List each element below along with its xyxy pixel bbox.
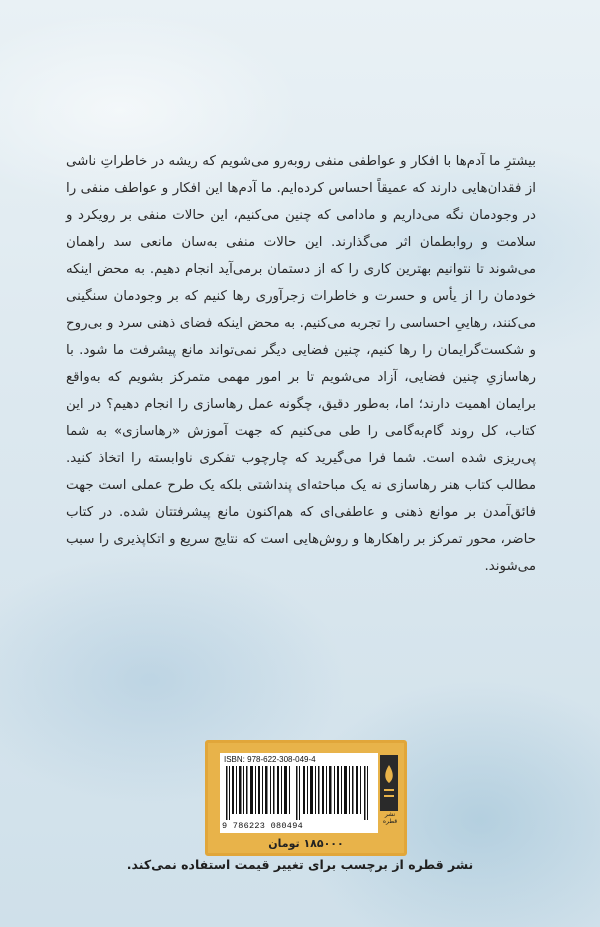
book-description: [66, 148, 536, 580]
barcode-digits: 9 786223 080494: [222, 821, 304, 831]
barcode-sticker: [205, 740, 407, 856]
barcode-icon: [224, 766, 374, 820]
barcode-label: [220, 753, 378, 833]
isbn-text: ISBN: 978-622-308-049-4: [224, 755, 316, 764]
publisher-logo-icon: [380, 755, 398, 811]
description-text: بیشترِ ما آدم‌ها با افکار و عواطفی منفی روبه‌رو می‌شویم که ریشه در خاطراتِ ناشی از فقدان‌هایی دارند که عمیقاً احساس کرده‌ایم. ما آدم‌ها این افکار و عواطف منفی را در وجودمان نگه می‌داریم و مادامی که چنین می‌کنیم، این حالات منفی بر رویکرد و سلامت و روابطمان اثر می‌گذارند. این حالات منفی به‌سان مانعی سد راهمان می‌شوند تا نتوانیم بهترین کاری را که از دستمان برمی‌آید انجام دهیم. به محض اینکه خودمان را از یأس و حسرت و خاطرات زجرآوری رها کنیم که بر وجودمان سنگینی می‌کنند، رهاییِ احساسی را تجربه می‌کنیم. به محض اینکه فضای ذهنی سرد و بی‌روح و شکست‌گرایمان را رها کنیم، چنین فضایی دیگر نمی‌تواند مانع پیشرفت ما شود. با رهاسازیِ چنین فضایی، آزاد می‌شویم تا بر امور مهمی متمرکز بشویم که به‌واقع برایمان اهمیت دارند؛ اما، به‌طور دقیق، چگونه عمل رهاسازی را انجام دهیم؟ در این کتاب، کل روند گام‌به‌گامی را طی می‌کنیم که جهت آموزش «رهاسازی» به شما پی‌ریزی شده است. شما فرا می‌گیرید که چارچوب تفکری ناوابسته را اتخاذ کنید. مطالب کتاب هنر رهاسازی نه یک مباحثه‌ای پنداشتی بلکه یک طرح عملی است جهت فائق‌آمدن بر موانع ذهنی و عاطفی‌ای که هم‌اکنون مانع پیشرفتتان شده. در کتاب حاضر، محور تمرکز بر راهکارها و روش‌هایی است که نتایج سریع و اتکاپذیری را سبب می‌شوند.: [66, 154, 536, 574]
price-notice: نشر قطره از برچسب برای تغییر قیمت استفاده نمی‌کند.: [126, 857, 474, 872]
price-label: ۱۸۵۰۰۰ تومان: [268, 837, 344, 850]
publisher-logo-text: نشر قطره: [382, 811, 398, 825]
